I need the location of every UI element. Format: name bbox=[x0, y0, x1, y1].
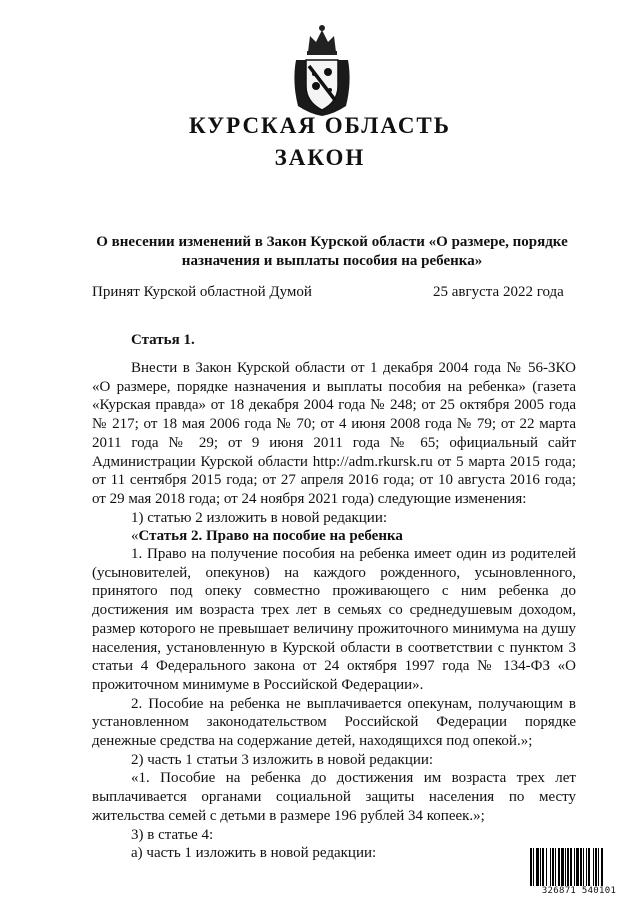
barcode-bar bbox=[601, 848, 603, 886]
document-type-title: ЗАКОН bbox=[274, 145, 366, 170]
barcode-bar bbox=[567, 848, 569, 886]
item-3: 3) в статье 4: bbox=[131, 826, 214, 843]
adopted-by: Принят Курской областной Думой bbox=[92, 284, 312, 300]
adopted-date: 25 августа 2022 года bbox=[433, 284, 564, 300]
barcode-bar bbox=[550, 848, 551, 886]
barcode-bar bbox=[530, 848, 532, 886]
barcode-bar bbox=[536, 848, 539, 886]
barcode bbox=[530, 848, 630, 898]
barcode-bar bbox=[552, 848, 554, 886]
barcode-bar bbox=[561, 848, 564, 886]
region-title: КУРСКАЯ ОБЛАСТЬ bbox=[189, 113, 451, 138]
barcode-bar bbox=[533, 848, 534, 886]
paragraph-3: «1. Пособие на ребенка до достижения им возраста трех лет выплачивается органами социальной защиты населения по месту жительства семей с детьми в размере 196 рублей 34 копеек.»; bbox=[92, 770, 576, 824]
article-1-title: Статья 1. bbox=[131, 332, 195, 348]
item-2: 2) часть 1 статьи 3 изложить в новой редакции: bbox=[131, 751, 434, 768]
article-2-title: Статья 2. Право на пособие на ребенка bbox=[138, 528, 403, 545]
barcode-bars bbox=[530, 848, 628, 886]
barcode-bar bbox=[583, 848, 584, 886]
paragraph-1: 1. Право на получение пособия на ребенка имеет один из родителей (усыновителей, опекунов) на каждого рожденного, усыновленного, принятого под опеку совместно проживающего с ним ребенка до достижения им возраста трех лет в семьях со среднедушевым доходом, размер которого не превышает величину прожиточного минимума на душу населения, установленную в Курской области в соответствии с пунктом 3 статьи 4 Федерального закона от 24 октября 1997 года № 134-ФЗ «О прожиточном минимуме в Российской Федерации». bbox=[92, 546, 576, 693]
law-subject: О внесении изменений в Закон Курской области «О размере, порядке назначения и выплаты пособия на ребенка» bbox=[96, 234, 568, 269]
barcode-bar bbox=[570, 848, 572, 886]
barcode-bar bbox=[565, 848, 566, 886]
barcode-bar bbox=[593, 848, 594, 886]
barcode-bar bbox=[586, 848, 587, 886]
article-2-body bbox=[92, 545, 576, 863]
coat-of-arms-icon bbox=[290, 22, 354, 118]
barcode-bar bbox=[595, 848, 597, 886]
item-3a: а) часть 1 изложить в новой редакции: bbox=[131, 845, 377, 862]
barcode-bar bbox=[555, 848, 556, 886]
barcode-bar bbox=[546, 848, 547, 886]
barcode-bar bbox=[576, 848, 579, 886]
article-1-intro: Внести в Закон Курской области от 1 декабря 2004 года № 56-ЗКО «О размере, порядке назначения и выплаты пособия на ребенка» (газета «Курская правда» от 18 декабря 2004 года № 248; от 25 октября 2005 года № 217; от 18 мая 2006 года № 70; от 4 июня 2008 года № 79; от 22 марта 2011 года № 29; от 9 июня 2011 года № 65; официальный сайт Администрации Курской области http://adm.rkursk.ru от 5 марта 2015 года; от 11 сентября 2015 года; от 27 апреля 2016 года; от 10 августа 2016 года; от 29 мая 2018 года; от 24 ноября 2021 года) следующие изменения: bbox=[92, 360, 576, 507]
barcode-bar bbox=[598, 848, 599, 886]
barcode-bar bbox=[580, 848, 582, 886]
article-2-heading bbox=[92, 527, 576, 546]
barcode-bar bbox=[540, 848, 541, 886]
article-1-body bbox=[92, 359, 576, 546]
barcode-number: 326871 540101 bbox=[541, 886, 617, 896]
barcode-bar bbox=[574, 848, 575, 886]
paragraph-2: 2. Пособие на ребенка не выплачивается опекунам, получающим в установленном законодательством Российской Федерации порядке денежные средства на содержание детей, находящихся под опекой.»; bbox=[92, 695, 576, 750]
barcode-bar bbox=[558, 848, 560, 886]
barcode-bar bbox=[588, 848, 590, 886]
barcode-bar bbox=[542, 848, 544, 886]
open-quote: « bbox=[131, 528, 139, 545]
item-1: 1) статью 2 изложить в новой редакции: bbox=[131, 509, 388, 526]
